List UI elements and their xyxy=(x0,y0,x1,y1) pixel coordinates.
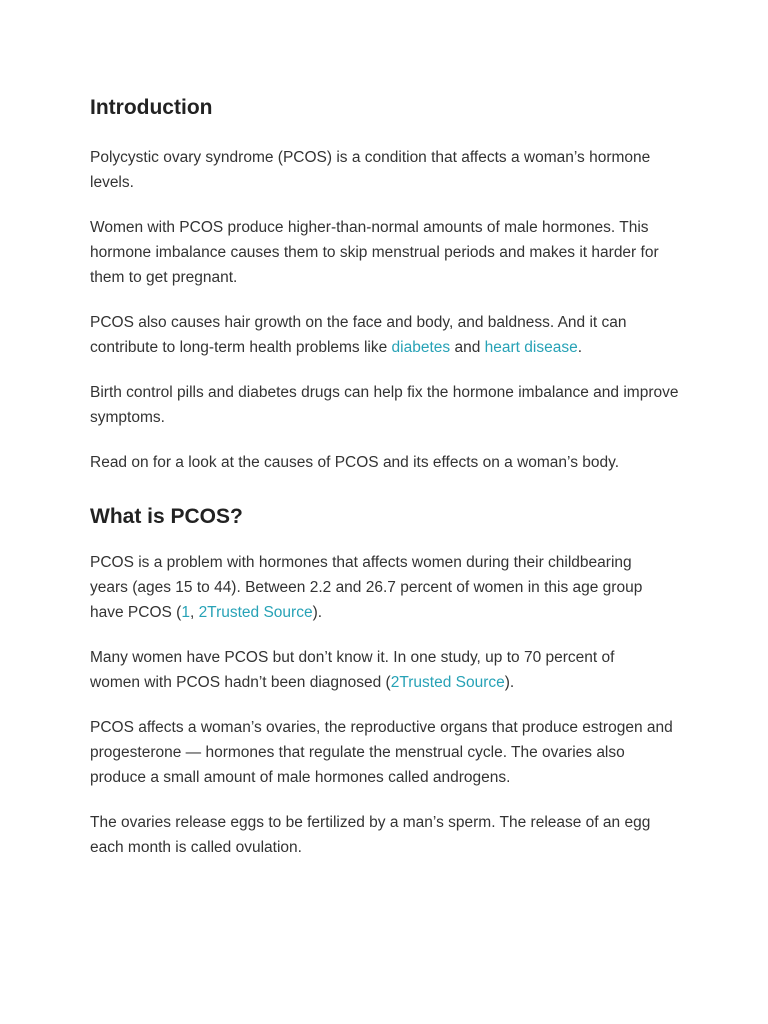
paragraph-text: PCOS is a problem with hormones that affects women during their childbearing years (ages 15 to 44). Between 2.2 and 26.7 percent of women in this age group have PCOS ( xyxy=(90,554,643,621)
paragraph-what-3: PCOS affects a woman’s ovaries, the reproductive organs that produce estrogen and progesterone — hormones that regulate the menstrual cycle. The ovaries also produce a small amount of male hormones called androgens. xyxy=(90,719,673,786)
paragraph-text: ). xyxy=(504,674,515,691)
link-diabetes[interactable]: diabetes xyxy=(391,339,451,356)
paragraph-text: Many women have PCOS but don’t know it. In one study, up to 70 percent of women with PCOS hadn’t been diagnosed ( xyxy=(90,649,615,691)
heading-what-is-pcos: What is PCOS? xyxy=(90,505,243,528)
paragraph-text: and xyxy=(450,339,485,356)
paragraph-intro-1: Polycystic ovary syndrome (PCOS) is a condition that affects a woman’s hormone levels. xyxy=(90,149,651,191)
paragraph-intro-4: Birth control pills and diabetes drugs can help fix the hormone imbalance and improve symptoms. xyxy=(90,384,679,426)
article-body xyxy=(90,94,690,880)
paragraph-intro-2: Women with PCOS produce higher-than-normal amounts of male hormones. This hormone imbalance causes them to skip menstrual periods and makes it harder for them to get pregnant. xyxy=(90,219,659,286)
paragraph-text: , xyxy=(189,604,199,621)
paragraph-text: ). xyxy=(312,604,323,621)
link-heart-disease[interactable]: heart disease xyxy=(484,339,578,356)
paragraph-intro-3 xyxy=(90,310,680,360)
link-citation-2-trusted-source[interactable]: 2Trusted Source xyxy=(390,674,505,691)
link-citation-2-trusted-source[interactable]: 2Trusted Source xyxy=(198,604,313,621)
paragraph-text: PCOS also causes hair growth on the face and body, and baldness. And it can contribute to long-term health problems like xyxy=(90,314,627,356)
paragraph-what-4: The ovaries release eggs to be fertilized by a man’s sperm. The release of an egg each month is called ovulation. xyxy=(90,814,651,856)
paragraph-what-1 xyxy=(90,550,658,625)
paragraph-what-2 xyxy=(90,645,658,695)
link-citation-1[interactable]: 1 xyxy=(181,604,190,621)
heading-introduction: Introduction xyxy=(90,96,213,119)
paragraph-intro-5: Read on for a look at the causes of PCOS and its effects on a woman’s body. xyxy=(90,454,620,471)
paragraph-text: . xyxy=(577,339,583,356)
